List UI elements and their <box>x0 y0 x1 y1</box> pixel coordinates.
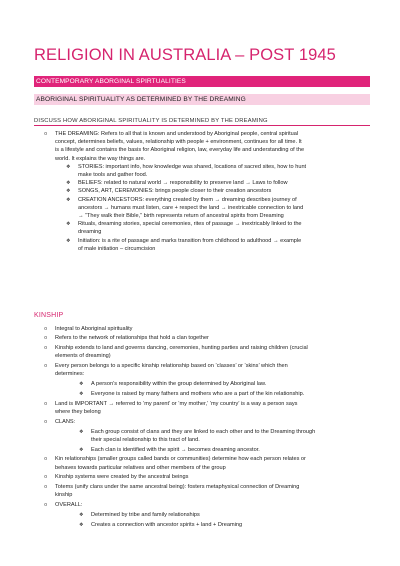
bullet-icon: o <box>44 363 47 370</box>
sub-list-item <box>79 521 374 529</box>
section-heading: CONTEMPORARY ABORGINAL SPIRTUALITIES <box>34 76 370 87</box>
list-item-text: Kinship extends to land and governs dancing, ceremonies, hunting parties and raising children (crucial <box>55 345 308 352</box>
list-item-text: OVERALL: <box>55 502 83 509</box>
diamond-bullet-icon: ❖ <box>79 521 84 528</box>
list-item-text: behaves towards particular relatives and other members of the group <box>55 464 226 471</box>
diamond-bullet-icon: ❖ <box>79 428 84 435</box>
list-item <box>34 334 374 342</box>
bullet-icon: o <box>44 484 47 491</box>
diamond-bullet-icon <box>66 171 78 179</box>
sub-list-item <box>79 446 374 454</box>
sub-list-item <box>66 187 374 195</box>
diamond-bullet-icon: ❖ <box>79 511 84 518</box>
subsection-heading: ABORIGINAL SPIRITUALITY AS DETERMINED BY THE DREAMING <box>34 94 370 105</box>
question-heading: DISCUSS HOW ABORIGINAL SPIRITUALITY IS DETERMINED BY THE DREAMING <box>34 118 370 126</box>
bullet-icon: o <box>44 131 47 137</box>
sub-list-item-text: STORIES: important info, how knowledge was shared, locations of sacred sites, how to hunt <box>78 163 307 170</box>
sub-list-item <box>66 163 374 171</box>
bullet-icon: o <box>44 418 47 425</box>
list-item <box>34 455 374 463</box>
list-item <box>34 418 374 426</box>
list-item <box>34 155 374 163</box>
sub-list-item-text: Everyone is raised by many fathers and mothers who are a part of the kin relationship. <box>91 390 305 397</box>
list-item <box>34 408 374 416</box>
diamond-bullet-icon <box>66 204 78 212</box>
diamond-bullet-icon <box>66 245 78 253</box>
list-item <box>34 138 374 146</box>
sub-list-item <box>66 220 374 228</box>
sub-list-item <box>66 171 374 179</box>
sub-list-item-text: SONGS, ART, CEREMONIES: brings people closer to their creation ancestors <box>78 188 272 195</box>
bullet-icon: o <box>44 345 47 352</box>
diamond-bullet-icon: ❖ <box>79 381 84 388</box>
kinship-list <box>34 323 374 529</box>
list-item-text: Integral to Aboriginal spirituality <box>55 325 133 332</box>
list-item <box>34 501 374 509</box>
bullet-icon: o <box>44 456 47 463</box>
bullet-icon: o <box>44 325 47 332</box>
sub-list-item <box>66 179 374 187</box>
diamond-bullet-icon: ❖ <box>66 196 71 203</box>
sub-list-item <box>79 390 374 398</box>
bullet-icon <box>34 370 55 378</box>
sub-list-item-text: Rituals, dreaming stories, special ceremonies, rites of passage → inextricably linked to the <box>78 221 302 228</box>
list-item-text: Kinship systems were created by the ancestral beings <box>55 474 189 481</box>
sub-list-item-text: BELIEFS: related to natural world → responsibility to preserve land → Laws to follow <box>78 180 288 187</box>
sub-list-item <box>66 204 374 212</box>
list-item-text: world. It explains the way things are. <box>55 155 146 162</box>
list-item <box>34 483 374 491</box>
diamond-bullet-icon: ❖ <box>66 221 71 228</box>
sub-list-item <box>66 237 374 245</box>
bullet-icon <box>34 155 55 163</box>
diamond-bullet-icon: ❖ <box>79 390 84 397</box>
list-item-text: where they belong <box>55 408 101 415</box>
sub-list-item-text: make tools and gather food. <box>78 172 148 179</box>
bullet-icon <box>34 138 55 146</box>
list-item-text: Refers to the network of relationships that hold a clan together <box>55 335 209 342</box>
list-item-text: kinship <box>55 492 73 499</box>
bullet-icon <box>34 352 55 360</box>
list-item <box>34 473 374 481</box>
diamond-bullet-icon <box>66 212 78 220</box>
sub-list-item-text: of male initiation – circumcision <box>78 245 156 252</box>
bullet-icon: o <box>44 474 47 481</box>
sub-list-item-text: Initiation: is a rite of passage and marks transition from childhood to adulthood → example <box>78 237 302 244</box>
list-item-text: elements of dreaming) <box>55 353 111 360</box>
sub-list-item <box>66 245 374 253</box>
bullet-icon <box>34 464 55 472</box>
bullet-icon <box>34 146 55 154</box>
sub-list-item <box>66 228 374 236</box>
sub-list-item-text: Creates a connection with ancestor spirits + land + Dreaming <box>91 521 243 528</box>
sub-list-item-text: dreaming <box>78 229 102 236</box>
list-item <box>34 130 374 138</box>
sub-list-item-text: Each clan is identified with the spirit → becomes dreaming ancestor. <box>91 446 260 453</box>
list-item-text: Kin relationships (smaller groups called bands or communities) determine how each person relates or <box>55 456 306 463</box>
list-item-text: Totems (unify clans under the same ancestral being): fosters metaphysical connection of Dreaming <box>55 484 300 491</box>
sub-list-item <box>66 196 374 204</box>
bullet-icon: o <box>44 335 47 342</box>
sub-list-item-text: Determined by tribe and family relationships <box>91 511 200 518</box>
list-item <box>34 344 374 352</box>
list-item-text: Every person belongs to a specific kinship relationship based on ‘classes’ or ‘skins’ which then <box>55 363 288 370</box>
sub-list-item-text: CREATION ANCESTORS: everything created by them → dreaming describes journey of <box>78 196 297 203</box>
diamond-bullet-icon <box>66 228 78 236</box>
list-item-text: is a lifestyle and contains the basis for Aboriginal religion, law, everyday life and understanding of the <box>55 147 305 154</box>
diamond-bullet-icon: ❖ <box>66 163 71 170</box>
list-item <box>34 352 374 360</box>
sub-list-item <box>79 511 374 519</box>
diamond-bullet-icon: ❖ <box>66 180 71 187</box>
list-item <box>34 464 374 472</box>
list-item-text: concept, determines beliefs, values, relationship with people + environment, continues for all time. It <box>55 139 302 146</box>
sub-list-item <box>79 380 374 388</box>
list-item <box>34 491 374 499</box>
sub-list-item-text: Each group consist of clans and they are linked to each other and to the Dreaming through <box>91 428 316 435</box>
list-item <box>34 400 374 408</box>
list-item <box>34 370 374 378</box>
sub-list-item <box>66 212 374 220</box>
diamond-bullet-icon: ❖ <box>79 446 84 453</box>
list-item-text: Land is IMPORTANT → referred to ‘my parent’ or ‘my mother,’ ‘my country’ is a way a person says <box>55 400 298 407</box>
list-item-text: determines: <box>55 371 85 378</box>
bullet-icon: o <box>44 502 47 509</box>
sub-list-item-text: A person’s responsibility within the group determined by Aboriginal law. <box>91 381 267 388</box>
list-item-text: THE DREAMING: Refers to all that is known and understood by Aboriginal people, central spiritual <box>55 131 299 137</box>
sub-list-item <box>79 436 374 444</box>
list-item <box>34 362 374 370</box>
list-item <box>34 325 374 333</box>
diamond-bullet-icon: ❖ <box>66 188 71 195</box>
bullet-icon: o <box>44 400 47 407</box>
list-item <box>34 146 374 154</box>
diamond-bullet-icon <box>79 436 91 444</box>
list-item-text: CLANS: <box>55 418 76 425</box>
dreaming-list <box>34 130 374 253</box>
bullet-icon <box>34 491 55 499</box>
sub-list-item-text: their special relationship to this tract of land. <box>91 436 200 443</box>
sub-list-item-text: → “They walk their Bible,” birth represents return of ancestral spirits from Dreaming <box>78 213 284 220</box>
sub-list-item <box>79 428 374 436</box>
page-title: RELIGION IN AUSTRALIA – POST 1945 <box>34 46 336 64</box>
bullet-icon <box>34 408 55 416</box>
diamond-bullet-icon: ❖ <box>66 237 71 244</box>
sub-list-item-text: ancestors → humans must listen, care + respect the land → inextricable connection to land <box>78 204 304 211</box>
kinship-heading: KINSHIP <box>34 312 64 319</box>
